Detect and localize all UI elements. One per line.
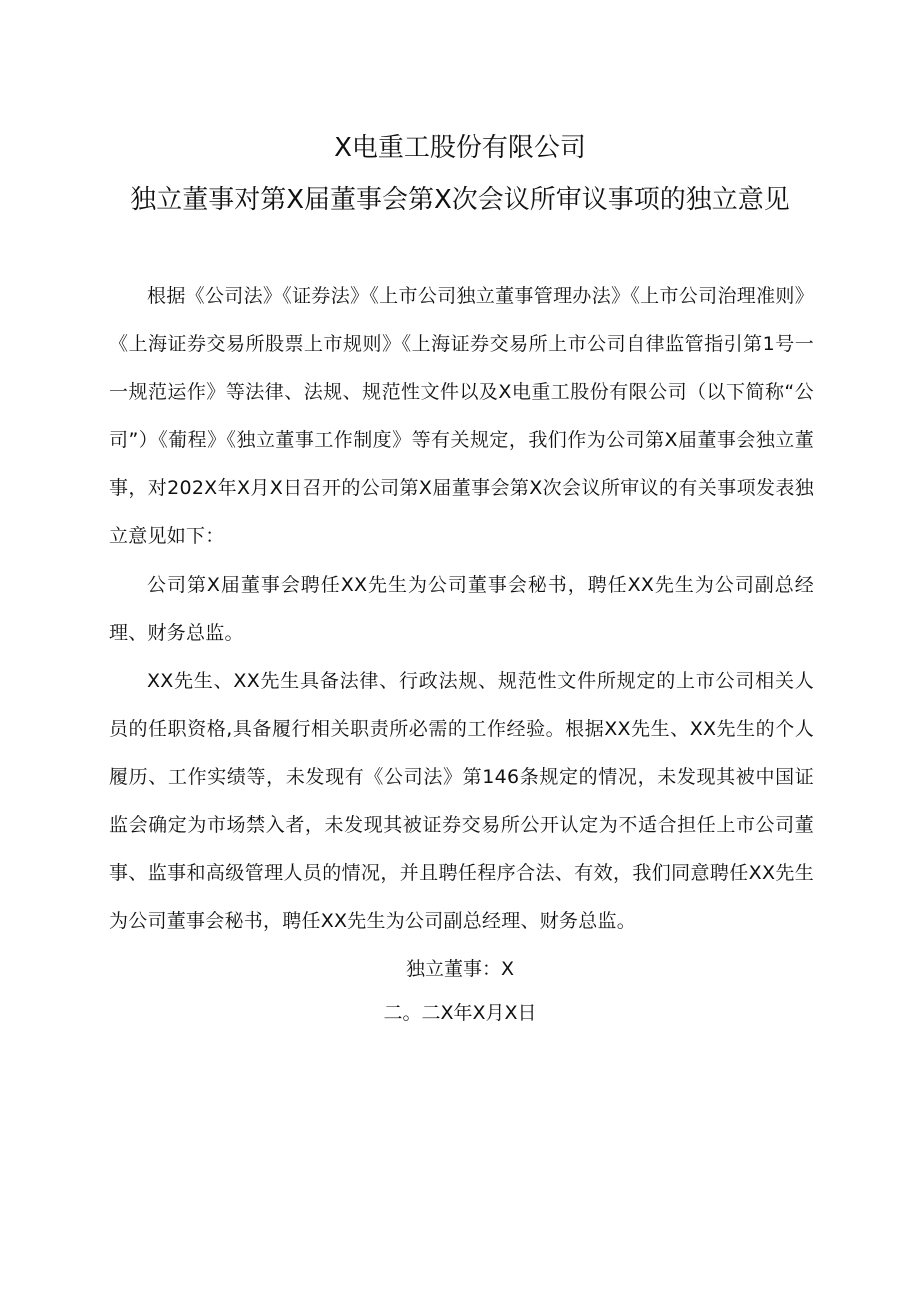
paragraph-text: XX先生、XX先生具备法律、行政法规、规范性文件所规定的上市公司相关人员的任职资格,具备履行相关职责所必需的工作经验。根据XX先生、XX先生的个人履历、工作实绩等，未发现有《公司法》第146条规定的情况，未发现其被中国证监会确定为市场禁入者，未发现其被证券交易所公开认定为不适合担任上市公司董事、监事和高级管理人员的情况，并且聘任程序合法、有效，我们同意聘任XX先生为公司董事会秘书，聘任XX先生为公司副总经理、财务总监。 <box>109 670 814 932</box>
independent-director-signature: 独立董事：X <box>405 958 515 980</box>
paragraph-text: 根据《公司法》《证券法》《上市公司独立董事管理办法》《上市公司治理准则》《上海证券交易所股票上市规则》《上海证券交易所上市公司自律监管指引第1号一一规范运作》等法律、法规、规范性文件以及X电重工股份有限公司（以下简称“公司”）《葡程》《独立董事工作制度》等有关规定，我们作为公司第X届董事会独立董事，对202X年X月X日召开的公司第X届董事会第X次会议所审议的有关事项发表独立意见如下： <box>109 285 814 547</box>
paragraph-text: 公司第X届董事会聘任XX先生为公司董事会秘书，聘任XX先生为公司副总经理、财务总监。 <box>109 574 814 644</box>
company-title: X电重工股份有限公司 <box>334 133 586 163</box>
paragraph-legal-basis <box>109 272 814 560</box>
paragraph-opinion <box>109 657 814 945</box>
document-date: 二。二X年X月X日 <box>383 1002 537 1024</box>
paragraph-appointment <box>109 561 814 657</box>
document-title: 独立董事对第X届董事会第X次会议所审议事项的独立意见 <box>130 185 790 215</box>
